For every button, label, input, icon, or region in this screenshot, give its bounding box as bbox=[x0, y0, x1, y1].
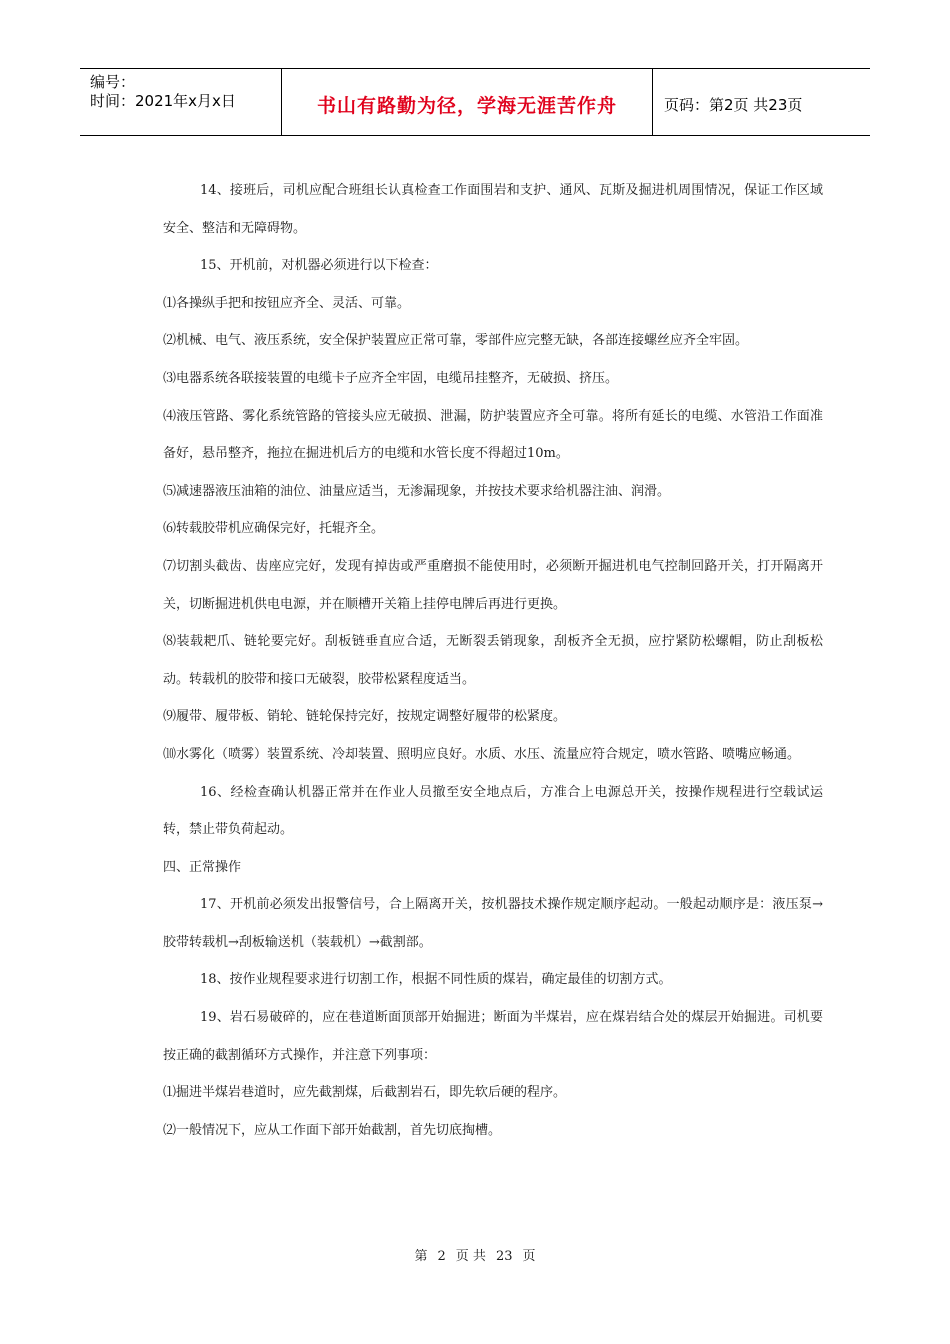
header-page-info: 页码：第2页 共23页 bbox=[664, 95, 803, 114]
paragraph: ⑴掘进半煤岩巷道时，应先截割煤，后截割岩石，即先软后硬的程序。 bbox=[163, 1085, 567, 1101]
paragraph: 17、开机前必须发出报警信号，合上隔离开关，按机器技术操作规定顺序起动。一般起动顺序是：液压泵→胶带转载机→刮板输送机（装载机）→截割部。 bbox=[163, 897, 823, 950]
paragraph: ⑽水雾化（喷雾）装置系统、冷却装置、照明应良好。水质、水压、流量应符合规定，喷水管路、喷嘴应畅通。 bbox=[163, 746, 801, 762]
paragraph: ⑸减速器液压油箱的油位、油量应适当，无渗漏现象，并按技术要求给机器注油、润滑。 bbox=[163, 483, 671, 499]
footer-total-pages: 23 bbox=[495, 1249, 513, 1264]
paragraph: 14、接班后，司机应配合班组长认真检查工作面围岩和支护、通风、瓦斯及掘进机周围情况，保证工作区域安全、整洁和无障碍物。 bbox=[163, 183, 823, 236]
paragraph: 四、正常操作 bbox=[163, 859, 242, 875]
document-body bbox=[163, 172, 823, 1149]
paragraph: ⑷液压管路、雾化系统管路的管接头应无破损、泄漏，防护装置应齐全可靠。将所有延长的电缆、水管沿工作面准备好，悬吊整齐，拖拉在掘进机后方的电缆和水管长度不得超过10m。 bbox=[163, 408, 823, 462]
footer-mid: 页 共 bbox=[455, 1249, 486, 1264]
serial-label: 编号： bbox=[90, 73, 136, 91]
paragraph: 19、岩石易破碎的，应在巷道断面顶部开始掘进；断面为半煤岩，应在煤岩结合处的煤层开始掘进。司机要按正确的截割循环方式操作，并注意下列事项： bbox=[163, 1010, 823, 1063]
paragraph: 16、经检查确认机器正常并在作业人员撤至安全地点后，方准合上电源总开关，按操作规程进行空载试运转，禁止带负荷起动。 bbox=[163, 784, 823, 838]
paragraph: ⑵一般情况下，应从工作面下部开始截割，首先切底掏槽。 bbox=[163, 1122, 502, 1138]
header-motto: 书山有路勤为径，学海无涯苦作舟 bbox=[281, 69, 653, 135]
paragraph: ⑴各操纵手把和按钮应齐全、灵活、可靠。 bbox=[163, 295, 411, 311]
header-meta bbox=[90, 73, 280, 111]
time-label: 时间：2021年x月x日 bbox=[90, 92, 236, 110]
footer-current-page: 2 bbox=[437, 1249, 446, 1264]
paragraph: ⑵机械、电气、液压系统，安全保护装置应正常可靠，零部件应完整无缺，各部连接螺丝应齐全牢固。 bbox=[163, 333, 749, 349]
footer-suffix: 页 bbox=[522, 1249, 536, 1264]
page-header bbox=[80, 68, 870, 136]
paragraph: 15、开机前，对机器必须进行以下检查： bbox=[200, 258, 438, 274]
paragraph: ⑹转载胶带机应确保完好，托辊齐全。 bbox=[163, 521, 385, 537]
paragraph: ⑻装载耙爪、链轮要完好。刮板链垂直应合适，无断裂丢销现象，刮板齐全无损，应拧紧防松螺帽，防止刮板松动。转载机的胶带和接口无破裂，胶带松紧程度适当。 bbox=[163, 634, 823, 687]
paragraph: ⑺切割头截齿、齿座应完好，发现有掉齿或严重磨损不能使用时，必须断开掘进机电气控制回路开关，打开隔离开关，切断掘进机供电电源，并在顺槽开关箱上挂停电牌后再进行更换。 bbox=[163, 558, 823, 612]
footer-prefix: 第 bbox=[414, 1249, 428, 1264]
paragraph: ⑶电器系统各联接装置的电缆卡子应齐全牢固，电缆吊挂整齐，无破损、挤压。 bbox=[163, 370, 619, 386]
paragraph: 18、按作业规程要求进行切割工作，根据不同性质的煤岩，确定最佳的切割方式。 bbox=[200, 972, 672, 988]
page-footer bbox=[0, 1245, 950, 1264]
paragraph: ⑼履带、履带板、销轮、链轮保持完好，按规定调整好履带的松紧度。 bbox=[163, 709, 567, 725]
